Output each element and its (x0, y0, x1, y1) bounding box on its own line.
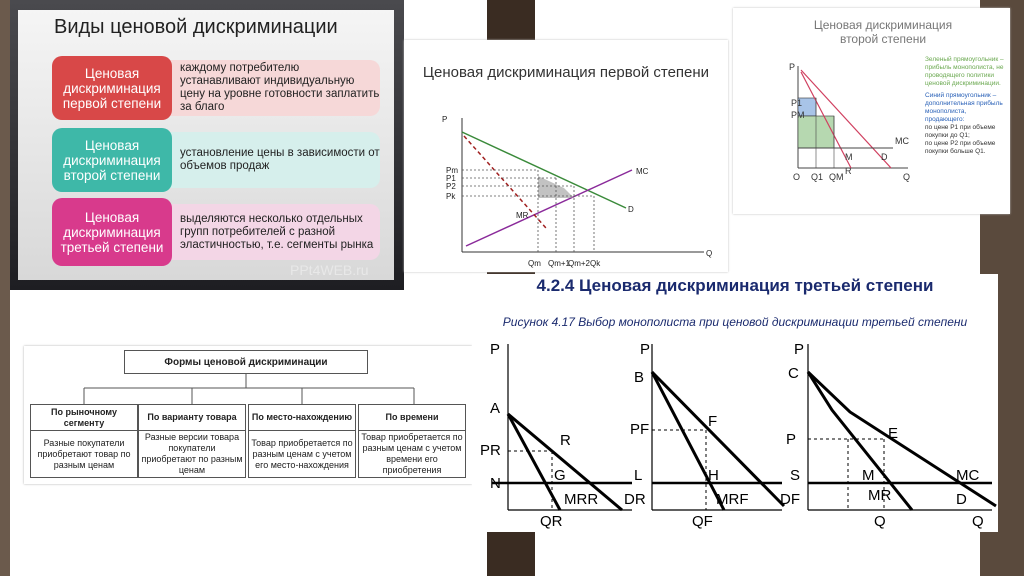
box-title: По место-нахождению (249, 405, 355, 431)
panel1-n: N (490, 475, 501, 492)
blue-note: Синий прямоугольник – дополнительная прибыль монополиста, продающего: (925, 92, 1003, 123)
panel3-m: M (862, 467, 875, 484)
first-degree-graph (404, 40, 728, 272)
slide-types-of-discrimination[interactable] (10, 0, 404, 290)
slide-title: Ценовая дискриминация второй степени (813, 18, 953, 46)
pm-label: Pm (446, 166, 458, 175)
box-body: Товар приобретается по разным ценам с учетом времени его приобретения (361, 432, 463, 475)
panel1-p: P (490, 341, 501, 358)
diagram-header: Формы ценовой дискриминации (124, 350, 368, 374)
panel-1 (492, 344, 632, 510)
row-desc-text: установление цены в зависимости от объемов продаж (180, 147, 380, 172)
panel1-r: R (560, 432, 571, 449)
row-label-text: Ценовая дискриминация первой степени (62, 65, 162, 111)
panel2-f: F (708, 413, 718, 430)
panel2-p: P (640, 341, 651, 358)
row-label-text: Ценовая дискриминация третьей степени (60, 209, 164, 255)
d-label: D (881, 152, 888, 162)
box-body: Разные версии товара покупатели приобретают по разным ценам (141, 432, 243, 475)
panel-2 (652, 344, 784, 510)
third-degree-graphs (472, 274, 998, 532)
form-box-variant (138, 404, 246, 478)
d-label: D (628, 205, 634, 214)
p-label: P (789, 62, 796, 72)
pk-label: Pk (446, 192, 456, 201)
slide-title: Виды ценовой дискриминации (54, 16, 338, 38)
panel3-e: E (888, 425, 899, 442)
panel3-d: D (956, 491, 967, 508)
panel2-h: H (708, 467, 719, 484)
panel2-df: DF (780, 491, 800, 508)
panel2-l: L (634, 467, 643, 484)
slide-first-degree[interactable] (404, 40, 728, 272)
panel2-qf: QF (692, 513, 713, 530)
qm2-label: Qm+2 (568, 259, 591, 268)
row-desc-first (170, 60, 380, 116)
m-label: M (845, 152, 853, 162)
bullet-item: по цене Р2 при объеме покупки больше Q1. (925, 140, 996, 155)
box-title: По рыночному сегменту (31, 405, 137, 431)
p1-label: P1 (791, 98, 803, 108)
panel1-a: A (490, 400, 501, 417)
slide-title: Ценовая дискриминация первой степени (422, 64, 710, 81)
panel3-p: P (786, 431, 797, 448)
row-desc-third (170, 204, 380, 260)
row-label-text: Ценовая дискриминация второй степени (63, 137, 161, 183)
p1-label: P1 (446, 174, 456, 183)
slide-second-degree[interactable] (733, 8, 1010, 214)
panel3-mr: MR (868, 487, 892, 504)
panel3-q: Q (874, 513, 886, 530)
p-label: P (442, 115, 448, 124)
figure-caption: Рисунок 4.17 Выбор монополиста при ценовой дискриминации третьей степени (502, 315, 968, 329)
q-label: Q (706, 249, 713, 258)
legend-notes (925, 56, 1007, 156)
q1-label: Q1 (811, 172, 824, 182)
panel2-b: B (634, 369, 645, 386)
row-desc-text: каждому потребителю устанавливают индивидуальную цену на уровне готовности заплатить за благо (180, 62, 380, 113)
form-box-segment (30, 404, 138, 478)
panel-3 (808, 344, 996, 510)
box-body: Товар приобретается по разным ценам с учетом его место-нахождения (251, 437, 353, 470)
site-logo: PPt4WEB.ru (290, 262, 369, 278)
slide-forms-of-discrimination[interactable] (24, 346, 472, 484)
panel1-qr: QR (540, 513, 563, 530)
mc-label: MC (636, 167, 649, 176)
slide-third-degree[interactable] (472, 274, 998, 532)
form-box-location (248, 404, 356, 478)
o-label: O (793, 172, 801, 182)
q-label: Q (903, 172, 911, 182)
box-title: По варианту товара (139, 405, 245, 431)
qm1-label: Qm+1 (548, 259, 571, 268)
mc-label: MC (895, 136, 909, 146)
panel3-p-axis: P (794, 341, 805, 358)
bullet-item: по цене Р1 при объеме покупки до Q1; (925, 124, 996, 139)
panel3-q-axis: Q (972, 513, 984, 530)
panel3-s: S (790, 467, 801, 484)
box-body: Разные покупатели приобретают товар по разным ценам (37, 437, 131, 470)
mr-label: MR (516, 211, 529, 220)
row-desc-second (170, 132, 380, 188)
row-label-first (52, 56, 172, 120)
qk-label: Qk (590, 259, 601, 268)
panel1-dr: DR (624, 491, 646, 508)
panel3-mc: MC (956, 467, 980, 484)
row-label-second (52, 128, 172, 192)
qm-label: Qm (528, 259, 541, 268)
panel2-pf: PF (630, 421, 650, 438)
box-title: По времени (359, 405, 465, 431)
pm-label: PM (791, 110, 805, 120)
panel2-mrf: MRF (716, 491, 749, 508)
form-box-time (358, 404, 466, 478)
panel1-mrr: MRR (564, 491, 599, 508)
green-note: Зеленый прямоугольник – прибыль монополиста, не проводящего политики ценовой дискриминации. (925, 56, 1004, 87)
row-label-third (52, 198, 172, 266)
panel1-pr: PR (480, 442, 501, 459)
panel3-c: C (788, 365, 799, 382)
row-desc-text: выделяются несколько отдельных групп потребителей с разной эластичностью, т.е. сегменты рынка (180, 212, 374, 251)
r-label: R (845, 166, 852, 176)
slide-title: 4.2.4 Ценовая дискриминация третьей степени (536, 276, 934, 295)
qm-label: QM (829, 172, 844, 182)
p2-label: P2 (446, 182, 456, 191)
panel1-g: G (554, 467, 566, 484)
